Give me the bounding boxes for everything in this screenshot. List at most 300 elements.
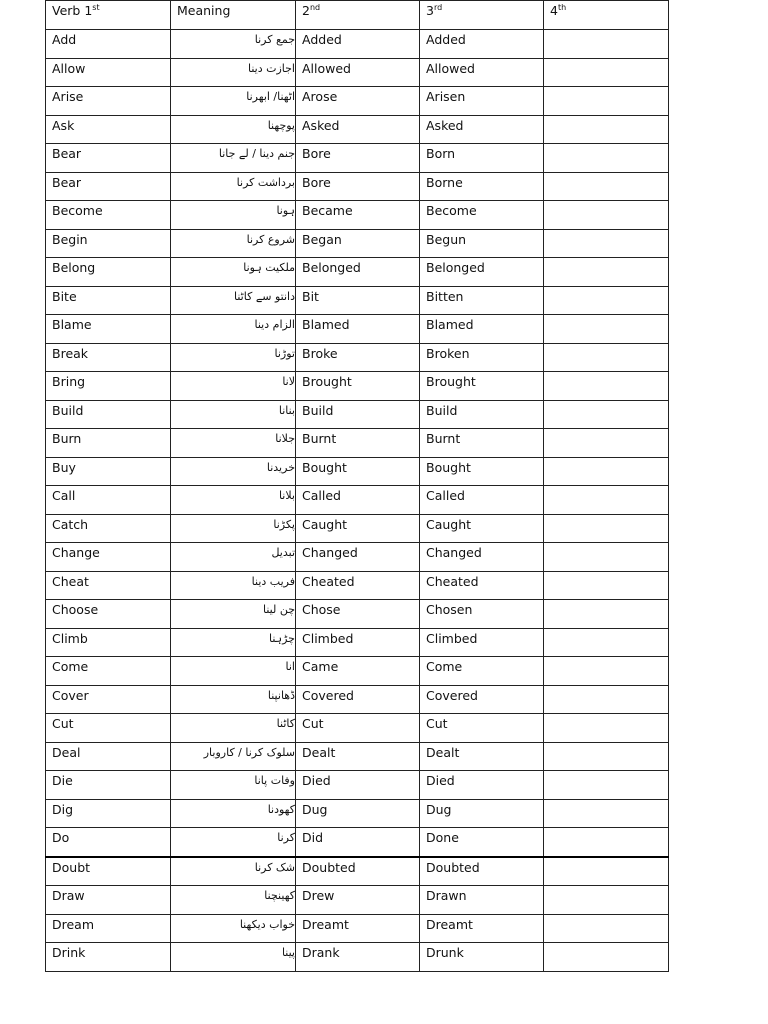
meaning-cell-text: جنم دینا / لے جانا: [218, 147, 295, 160]
third-form-cell: [420, 286, 544, 315]
third-form-cell-text: Dealt: [426, 744, 460, 760]
third-form-cell: [420, 943, 544, 972]
table-row: [46, 514, 669, 543]
second-form-cell-text: Changed: [302, 545, 358, 560]
verb-cell-text: Draw: [52, 888, 85, 903]
meaning-cell: [171, 229, 296, 258]
third-form-cell-text: Arisen: [426, 89, 466, 104]
table-row: [46, 685, 669, 714]
third-form-cell-text: Begun: [426, 231, 467, 247]
meaning-cell: [171, 857, 296, 886]
table-row: [46, 343, 669, 372]
verb-cell: [46, 799, 171, 828]
second-form-cell: [296, 685, 420, 714]
meaning-cell-text: شروع کرنا: [246, 232, 295, 246]
table-row: [46, 58, 669, 87]
second-form-cell-text: Blamed: [302, 317, 350, 332]
second-form-cell: [296, 457, 420, 486]
verb-cell-text: Cover: [52, 687, 89, 703]
verb-cell: [46, 258, 171, 287]
table-row: [46, 886, 669, 915]
third-form-cell-text: Added: [426, 32, 466, 47]
verb-cell: [46, 429, 171, 458]
meaning-cell-text: خریدنا: [266, 460, 295, 474]
table-row: [46, 714, 669, 743]
second-form-cell: [296, 771, 420, 800]
table-header-row: [46, 1, 669, 30]
meaning-cell: [171, 258, 296, 287]
table-row: [46, 543, 669, 572]
table-row: [46, 372, 669, 401]
second-form-cell-text: Caught: [302, 516, 348, 532]
meaning-cell: [171, 886, 296, 915]
third-form-cell-text: Doubted: [426, 859, 480, 875]
meaning-cell: [171, 87, 296, 116]
meaning-cell: [171, 742, 296, 771]
table-row: [46, 799, 669, 828]
second-form-cell-text: Bore: [302, 174, 331, 190]
third-form-cell: [420, 229, 544, 258]
third-form-cell: [420, 30, 544, 59]
third-form-cell: [420, 372, 544, 401]
second-form-cell-text: Bit: [302, 288, 319, 304]
meaning-cell: [171, 172, 296, 201]
meaning-cell: [171, 486, 296, 515]
second-form-cell: [296, 315, 420, 344]
verb-cell: [46, 771, 171, 800]
table-row: [46, 914, 669, 943]
third-form-cell-text: Bitten: [426, 288, 464, 304]
second-form-cell-text: Drew: [302, 888, 335, 903]
fourth-form-cell: [544, 600, 669, 629]
fourth-form-cell: [544, 943, 669, 972]
second-form-cell: [296, 799, 420, 828]
fourth-form-cell: [544, 886, 669, 915]
fourth-form-cell: [544, 771, 669, 800]
verb-cell-text: Drink: [52, 945, 86, 960]
verb-cell: [46, 372, 171, 401]
third-form-cell-text: Caught: [426, 516, 472, 532]
second-form-cell-text: Cut: [302, 716, 324, 731]
meaning-cell-text: پکڑنا: [273, 517, 295, 531]
fourth-form-cell: [544, 742, 669, 771]
meaning-cell: [171, 400, 296, 429]
meaning-cell-text: توڑنا: [274, 346, 295, 360]
second-form-cell: [296, 486, 420, 515]
header-third-form: 3rd: [420, 1, 544, 30]
second-form-cell: [296, 657, 420, 686]
second-form-cell: [296, 144, 420, 173]
verb-cell: [46, 657, 171, 686]
second-form-cell: [296, 628, 420, 657]
fourth-form-cell: [544, 172, 669, 201]
meaning-cell: [171, 58, 296, 87]
verb-cell-text: Die: [52, 773, 73, 788]
second-form-cell-text: Allowed: [302, 60, 351, 76]
table-row: [46, 857, 669, 886]
third-form-cell: [420, 486, 544, 515]
table-row: [46, 286, 669, 315]
fourth-form-cell: [544, 714, 669, 743]
table-row: [46, 486, 669, 515]
third-form-cell-text: Called: [426, 488, 465, 503]
table-row: [46, 115, 669, 144]
fourth-form-cell: [544, 343, 669, 372]
verb-cell: [46, 144, 171, 173]
third-form-cell-text: Drunk: [426, 945, 464, 960]
verb-cell: [46, 857, 171, 886]
third-form-cell: [420, 58, 544, 87]
verb-cell-text: Belong: [52, 260, 96, 275]
meaning-cell-text: پینا: [281, 946, 295, 959]
third-form-cell: [420, 400, 544, 429]
meaning-cell-text: چڑہنا: [269, 631, 295, 645]
table-row: [46, 742, 669, 771]
table-row: [46, 30, 669, 59]
second-form-cell-text: Bought: [302, 459, 347, 475]
third-form-cell: [420, 429, 544, 458]
third-form-cell-text: Covered: [426, 687, 478, 703]
verb-cell: [46, 828, 171, 857]
table-row: [46, 571, 669, 600]
verb-cell-text: Cheat: [52, 573, 89, 589]
second-form-cell-text: Dreamt: [302, 916, 349, 932]
meaning-cell: [171, 714, 296, 743]
fourth-form-cell: [544, 372, 669, 401]
verb-cell-text: Come: [52, 659, 89, 674]
verb-cell: [46, 58, 171, 87]
meaning-cell: [171, 828, 296, 857]
third-form-cell-text: Changed: [426, 545, 482, 560]
third-form-cell-text: Drawn: [426, 888, 467, 903]
verb-cell: [46, 486, 171, 515]
third-form-cell-text: Asked: [426, 117, 464, 133]
third-form-cell-text: Bought: [426, 459, 471, 475]
verb-cell: [46, 229, 171, 258]
meaning-cell: [171, 685, 296, 714]
meaning-cell: [171, 600, 296, 629]
fourth-form-cell: [544, 58, 669, 87]
meaning-cell-text: تبدیل: [271, 546, 295, 559]
second-form-cell-text: Broke: [302, 345, 338, 361]
second-form-cell: [296, 343, 420, 372]
meaning-cell: [171, 514, 296, 543]
verb-cell-text: Arise: [52, 89, 84, 104]
third-form-cell: [420, 457, 544, 486]
second-form-cell-text: Covered: [302, 687, 354, 703]
fourth-form-cell: [544, 315, 669, 344]
meaning-cell-text: فریب دینا: [251, 574, 295, 588]
second-form-cell-text: Burnt: [302, 431, 337, 446]
meaning-cell-text: انا: [285, 660, 295, 673]
meaning-cell-text: ملکیت ہونا: [243, 261, 295, 274]
table-row: [46, 628, 669, 657]
meaning-cell-text: اٹھنا/ ابھرنا: [246, 90, 295, 103]
fourth-form-cell: [544, 857, 669, 886]
verb-cell: [46, 87, 171, 116]
fourth-form-cell: [544, 30, 669, 59]
third-form-cell: [420, 742, 544, 771]
meaning-cell: [171, 457, 296, 486]
fourth-form-cell: [544, 628, 669, 657]
meaning-cell-text: شک کرنا: [254, 860, 295, 874]
meaning-cell-text: جمع کرنا: [254, 33, 295, 46]
third-form-cell: [420, 799, 544, 828]
meaning-cell: [171, 115, 296, 144]
second-form-cell: [296, 514, 420, 543]
verb-cell-text: Climb: [52, 630, 88, 646]
verb-cell-text: Become: [52, 203, 103, 218]
meaning-cell-text: بلانا: [278, 489, 295, 502]
second-form-cell-text: Dealt: [302, 744, 336, 760]
table-row: [46, 87, 669, 116]
meaning-cell-text: جلانا: [275, 432, 295, 445]
second-form-cell-text: Did: [302, 830, 324, 845]
header-meaning: Meaning: [171, 1, 296, 30]
second-form-cell-text: Asked: [302, 117, 340, 133]
verb-cell-text: Choose: [52, 602, 99, 617]
third-form-cell-text: Come: [426, 659, 463, 674]
meaning-cell: [171, 372, 296, 401]
table-row: [46, 144, 669, 173]
verb-cell-text: Bring: [52, 374, 86, 389]
meaning-cell: [171, 315, 296, 344]
fourth-form-cell: [544, 400, 669, 429]
verb-cell-text: Allow: [52, 60, 86, 76]
verb-cell: [46, 315, 171, 344]
fourth-form-cell: [544, 286, 669, 315]
verb-cell: [46, 115, 171, 144]
third-form-cell-text: Cheated: [426, 573, 479, 589]
meaning-cell: [171, 144, 296, 173]
third-form-cell: [420, 685, 544, 714]
second-form-cell: [296, 857, 420, 886]
meaning-cell: [171, 657, 296, 686]
third-form-cell-text: Brought: [426, 374, 476, 389]
third-form-cell-text: Dreamt: [426, 916, 473, 932]
third-form-cell-text: Belonged: [426, 260, 485, 275]
table-row: [46, 400, 669, 429]
fourth-form-cell: [544, 87, 669, 116]
header-verb-first: Verb 1st: [46, 1, 171, 30]
second-form-cell: [296, 201, 420, 230]
third-form-cell: [420, 600, 544, 629]
second-form-cell-text: Belonged: [302, 260, 361, 275]
fourth-form-cell: [544, 486, 669, 515]
third-form-cell-text: Climbed: [426, 630, 478, 646]
verb-forms-table: [45, 0, 669, 972]
meaning-cell: [171, 30, 296, 59]
verb-cell: [46, 685, 171, 714]
table-row: [46, 172, 669, 201]
second-form-cell: [296, 87, 420, 116]
second-form-cell: [296, 571, 420, 600]
meaning-cell-text: ڈھانپنا: [267, 688, 295, 702]
second-form-cell: [296, 30, 420, 59]
verb-cell-text: Build: [52, 402, 84, 418]
fourth-form-cell: [544, 144, 669, 173]
third-form-cell-text: Cut: [426, 716, 448, 731]
second-form-cell: [296, 886, 420, 915]
verb-cell-text: Cut: [52, 716, 74, 731]
third-form-cell-text: Allowed: [426, 60, 475, 76]
second-form-cell: [296, 714, 420, 743]
third-form-cell-text: Dug: [426, 801, 452, 817]
verb-cell: [46, 457, 171, 486]
meaning-cell-text: ہونا: [276, 204, 295, 217]
third-form-cell: [420, 172, 544, 201]
meaning-cell: [171, 628, 296, 657]
table-row: [46, 771, 669, 800]
meaning-cell: [171, 429, 296, 458]
third-form-cell-text: Chosen: [426, 602, 473, 617]
meaning-cell: [171, 914, 296, 943]
verb-cell-text: Add: [52, 32, 77, 47]
second-form-cell-text: Became: [302, 203, 353, 218]
fourth-form-cell: [544, 914, 669, 943]
table-row: [46, 429, 669, 458]
second-form-cell: [296, 400, 420, 429]
meaning-cell: [171, 943, 296, 972]
second-form-cell: [296, 229, 420, 258]
table-row: [46, 828, 669, 857]
second-form-cell: [296, 742, 420, 771]
verb-cell-text: Bear: [52, 174, 82, 190]
verb-cell: [46, 343, 171, 372]
verb-cell-text: Doubt: [52, 859, 91, 875]
meaning-cell: [171, 543, 296, 572]
second-form-cell-text: Added: [302, 32, 342, 47]
second-form-cell-text: Called: [302, 488, 341, 503]
third-form-cell-text: Done: [426, 830, 459, 845]
third-form-cell-text: Blamed: [426, 317, 474, 332]
fourth-form-cell: [544, 543, 669, 572]
meaning-cell-text: کھینچنا: [264, 889, 295, 902]
verb-cell-text: Blame: [52, 317, 92, 332]
verb-cell: [46, 400, 171, 429]
second-form-cell: [296, 828, 420, 857]
meaning-cell: [171, 201, 296, 230]
third-form-cell: [420, 914, 544, 943]
second-form-cell: [296, 914, 420, 943]
second-form-cell-text: Drank: [302, 945, 340, 960]
second-form-cell: [296, 943, 420, 972]
fourth-form-cell: [544, 571, 669, 600]
meaning-cell-text: چن لینا: [262, 603, 295, 616]
meaning-cell-text: اجازت دینا: [247, 61, 295, 75]
meaning-cell-text: کھودنا: [267, 802, 295, 816]
verb-cell: [46, 943, 171, 972]
meaning-cell: [171, 343, 296, 372]
third-form-cell: [420, 144, 544, 173]
second-form-cell-text: Brought: [302, 374, 352, 389]
second-form-cell: [296, 258, 420, 287]
second-form-cell: [296, 58, 420, 87]
header-second-form: 2nd: [296, 1, 420, 30]
third-form-cell: [420, 115, 544, 144]
verb-cell-text: Ask: [52, 117, 75, 133]
third-form-cell: [420, 201, 544, 230]
verb-cell-text: Bear: [52, 146, 82, 161]
second-form-cell-text: Bore: [302, 146, 331, 161]
second-form-cell-text: Cheated: [302, 573, 355, 589]
fourth-form-cell: [544, 258, 669, 287]
verb-cell-text: Deal: [52, 744, 81, 760]
meaning-cell-text: برداشت کرنا: [236, 175, 295, 189]
verb-cell-text: Begin: [52, 231, 88, 247]
verb-cell: [46, 201, 171, 230]
verb-cell-text: Dig: [52, 801, 74, 817]
header-fourth-form: 4th: [544, 1, 669, 30]
second-form-cell-text: Died: [302, 773, 331, 788]
meaning-cell-text: پوچھنا: [267, 118, 295, 132]
meaning-cell: [171, 286, 296, 315]
verb-cell-text: Catch: [52, 516, 89, 532]
third-form-cell: [420, 343, 544, 372]
meaning-cell-text: سلوک کرنا / کاروبار: [203, 745, 295, 759]
verb-cell-text: Change: [52, 545, 100, 560]
third-form-cell: [420, 657, 544, 686]
third-form-cell: [420, 514, 544, 543]
verb-cell: [46, 571, 171, 600]
third-form-cell-text: Died: [426, 773, 455, 788]
fourth-form-cell: [544, 828, 669, 857]
second-form-cell-text: Doubted: [302, 859, 356, 875]
second-form-cell-text: Dug: [302, 801, 328, 817]
third-form-cell-text: Burnt: [426, 431, 461, 446]
verb-cell: [46, 628, 171, 657]
meaning-cell: [171, 799, 296, 828]
meaning-cell: [171, 771, 296, 800]
fourth-form-cell: [544, 115, 669, 144]
table-row: [46, 600, 669, 629]
third-form-cell-text: Broken: [426, 345, 470, 361]
third-form-cell: [420, 886, 544, 915]
second-form-cell: [296, 372, 420, 401]
meaning-cell-text: لانا: [282, 375, 295, 388]
second-form-cell: [296, 172, 420, 201]
fourth-form-cell: [544, 514, 669, 543]
meaning-cell-text: کرنا: [277, 831, 295, 844]
second-form-cell: [296, 115, 420, 144]
fourth-form-cell: [544, 657, 669, 686]
fourth-form-cell: [544, 201, 669, 230]
verb-cell: [46, 514, 171, 543]
third-form-cell: [420, 571, 544, 600]
second-form-cell-text: Arose: [302, 89, 338, 104]
third-form-cell: [420, 714, 544, 743]
third-form-cell: [420, 771, 544, 800]
verb-cell: [46, 543, 171, 572]
third-form-cell-text: Borne: [426, 174, 463, 190]
meaning-cell-text: دانتو سے کاٹنا: [234, 289, 295, 303]
second-form-cell: [296, 286, 420, 315]
table-row: [46, 201, 669, 230]
second-form-cell-text: Climbed: [302, 630, 354, 646]
verb-cell: [46, 286, 171, 315]
second-form-cell-text: Chose: [302, 602, 341, 617]
third-form-cell: [420, 857, 544, 886]
second-form-cell: [296, 429, 420, 458]
meaning-cell: [171, 571, 296, 600]
second-form-cell-text: Came: [302, 659, 339, 674]
second-form-cell: [296, 543, 420, 572]
third-form-cell: [420, 543, 544, 572]
second-form-cell: [296, 600, 420, 629]
verb-cell: [46, 600, 171, 629]
table-row: [46, 657, 669, 686]
verb-cell-text: Bite: [52, 288, 77, 304]
